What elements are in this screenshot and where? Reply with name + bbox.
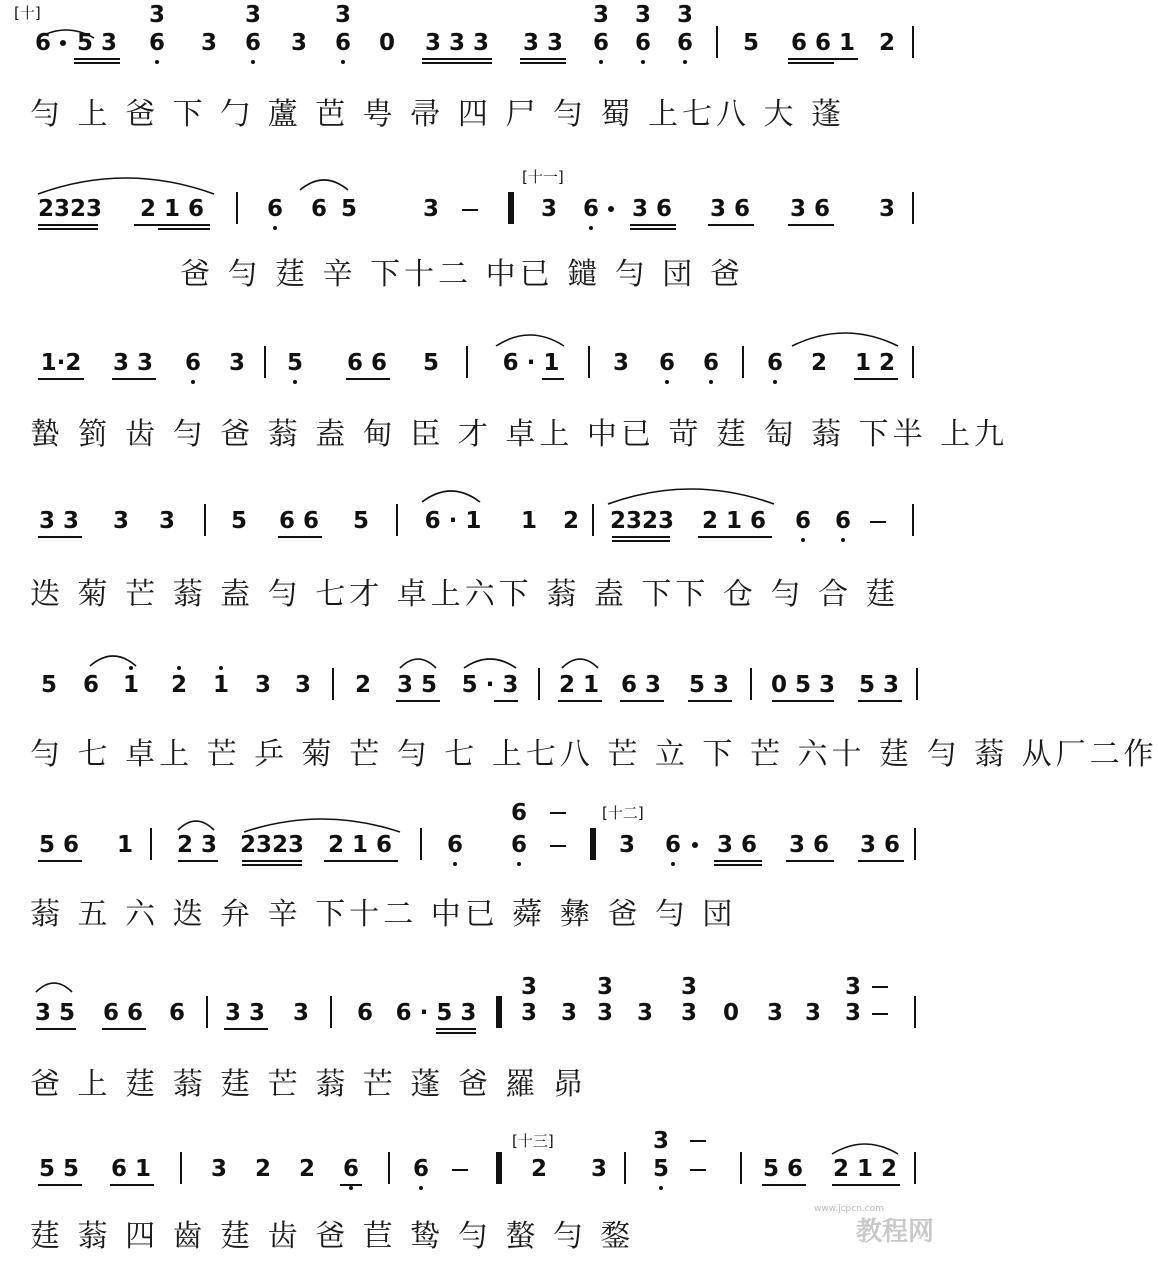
underline [38,224,98,226]
underline [520,62,566,64]
note: 3 [334,2,351,28]
note: 3 [680,974,697,1000]
jianzi-tablature: 蟄 箌 齿 勻 爸 蓊 盍 甸 臣 才 卓上 中已 苛 莛 匋 蓊 下半 上九 [30,417,1009,452]
underline [422,62,492,64]
note: 1 [118,672,144,698]
underline [278,536,322,538]
watermark-url: www.jcpcn.com [813,1204,884,1214]
extension-dash [872,1013,888,1015]
note: 5 3 [858,672,899,698]
augmentation-dot [692,842,698,848]
score-row-1 [0,0,944,160]
note: 2 [254,1156,271,1182]
underline [36,1028,76,1030]
barline [180,1152,182,1184]
note: 3 [290,30,307,56]
note: 3 [844,974,861,1000]
slur [398,654,438,670]
underline [788,62,834,64]
note: 5 6 [762,1156,803,1182]
barline [236,192,238,224]
note: 3 [612,350,629,376]
note: 2 [562,508,579,534]
slur [606,482,776,506]
note: 3 [292,1000,309,1026]
note: 6 [830,508,856,534]
underline [858,860,904,862]
note: 6 · 1 [424,508,482,534]
note: 3 3 [112,350,153,376]
barline [396,504,398,536]
underline [112,378,156,380]
underline [494,700,518,702]
underline [38,536,82,538]
note: 1 2 [854,350,895,376]
note: 0 5 3 [770,672,836,698]
note: 6 6 [102,1000,143,1026]
underline [242,864,302,866]
note: 3 [520,1000,537,1026]
underline [158,228,210,230]
extension-dash [690,1169,706,1171]
note: 2 1 [558,672,599,698]
barline [388,1152,390,1184]
note: 6 [310,196,327,222]
note: 5 [76,30,93,56]
note: 3 [766,1000,783,1026]
note: 1 [838,30,855,56]
barline [332,668,334,700]
note: 6 [510,800,527,826]
slur [462,654,518,670]
double-barline [508,192,514,224]
underline [612,536,670,538]
barline [330,996,332,1028]
slur [298,174,350,192]
underline [858,700,902,702]
note: 3 [424,30,441,56]
note: 6 6 [278,508,319,534]
note: 3 [540,196,557,222]
note: 2323 [38,196,103,222]
note: 2 1 6 [327,832,393,858]
note: 3 [148,2,165,28]
barline [912,346,914,378]
note: 6 [790,30,807,56]
note: 6 [240,30,266,56]
underline [38,1184,82,1186]
slur [790,326,900,348]
underline [620,700,664,702]
underline [630,228,676,230]
note: 3 6 [788,832,829,858]
slur [176,816,216,832]
underline [612,540,670,542]
extension-dash [870,521,886,523]
double-barline [590,828,596,860]
underline [788,224,834,226]
note: 0 [722,1000,739,1026]
note: 3 [804,1000,821,1026]
section-marker-11: [十一] [522,168,564,186]
note: 3 [448,30,465,56]
underline [74,62,120,64]
note: 1 [520,508,537,534]
barline [264,346,266,378]
note: 5 · 3 [461,672,519,698]
underline [102,1028,146,1030]
slur [420,484,482,504]
score-row-6 [0,800,944,960]
barline [624,1152,626,1184]
note: 2 [354,672,371,698]
note: 3 [596,1000,613,1026]
note: 2 [298,1156,315,1182]
underline [38,228,98,230]
barline [750,668,752,700]
note: 3 3 [224,1000,265,1026]
underline [324,860,398,862]
note: 2 [530,1156,547,1182]
jianzi-tablature: 勻 上 爸 下 勹 蘆 芭 甹 帚 四 尸 勻 蜀 上七八 大 蓬 [30,97,846,132]
augmentation-dot [608,206,614,212]
slur [34,978,74,994]
note: 3 6 [709,196,750,222]
note: 3 6 [789,196,830,222]
underline [714,860,762,862]
barline [716,26,718,58]
note: 3 [596,974,613,1000]
note: 6 [442,832,468,858]
note: 6 [630,30,656,56]
note: 5 [340,196,357,222]
note: 3 [680,1000,697,1026]
underline [832,1184,900,1186]
slur [830,1138,900,1156]
underline [698,536,772,538]
note: 6 [790,508,816,534]
note: 2 1 6 [701,508,767,534]
note: 6 [168,1000,185,1026]
score-row-4 [0,480,944,640]
jianzi-tablature: 爸 上 莛 蓊 莛 芒 蓊 芒 蓬 爸 羅 昴 [30,1067,587,1102]
note: 3 5 [34,1000,75,1026]
note: 6 [506,832,532,858]
underline [854,378,898,380]
note: 6 1 [110,1156,151,1182]
barline [466,346,468,378]
barline [204,504,206,536]
section-marker-13: [十三] [512,1132,554,1150]
underline [396,700,440,702]
note: 5 [648,1156,674,1182]
note: 3 [200,30,217,56]
underline [714,864,762,866]
note: 3 6 [859,832,900,858]
underline [762,1184,806,1186]
underline [708,224,754,226]
underline [436,1032,476,1034]
note: 6 [338,1156,364,1182]
note: 6 [144,30,170,56]
note: 3 5 [396,672,437,698]
double-barline [496,996,502,1028]
note: 5 [282,350,308,376]
underline [422,58,492,60]
note: 3 [472,30,489,56]
barline [912,504,914,536]
barline [206,996,208,1028]
jianzi-tablature: 蓊 五 六 迭 弁 辛 下十二 中已 蕣 彝 爸 勻 団 [30,897,737,932]
note: 5 [40,672,57,698]
note: 3 [228,350,245,376]
slur [560,654,600,670]
note: 1 [208,672,234,698]
note: 2323 [240,832,305,858]
barline [150,828,152,860]
note: 2 1 6 [139,196,205,222]
note: 6 [654,350,680,376]
barline [914,1152,916,1184]
barline [914,828,916,860]
note: 5 6 [38,832,79,858]
note: 2 [166,672,192,698]
underline [134,224,210,226]
note: 5 [422,350,439,376]
score-row-8 [0,1120,944,1280]
note: 6 [180,350,206,376]
note: 6 [356,1000,373,1026]
barline [538,668,540,700]
note: 3 [592,2,609,28]
barline [420,828,422,860]
underline [340,1184,362,1186]
barline [912,26,914,58]
barline [588,346,590,378]
extension-dash [550,845,566,847]
note: 6 [814,30,831,56]
extension-dash [452,1169,468,1171]
underline [110,1184,154,1186]
augmentation-dot [60,40,66,46]
underline [436,1028,476,1030]
note: 2 [810,350,827,376]
jianzi-tablature: 勻 七 卓上 芒 乒 菊 芒 勻 七 上七八 芒 立 下 芒 六十 莛 勻 蓊 从厂二作 [30,737,1158,772]
note: 0 [378,30,395,56]
score-row-5 [0,640,1158,800]
note: 6 6 [346,350,387,376]
note: 5 [230,508,247,534]
extension-dash [462,209,478,211]
note: 3 [294,672,311,698]
underline [224,1028,268,1030]
note: 3 [634,2,651,28]
underline [542,378,564,380]
note: 2 1 2 [832,1156,898,1182]
note: 5 5 [38,1156,79,1182]
underline [558,700,602,702]
barline [912,192,914,224]
extension-dash [872,986,888,988]
note: 6 [660,832,686,858]
section-marker-10: [十] [14,4,41,22]
note: 3 [112,508,129,534]
underline [688,700,732,702]
note: 3 [100,30,117,56]
jianzi-tablature: 爸 勻 莛 辛 下十二 中已 鑓 勻 団 爸 [180,257,744,292]
underline [74,58,120,60]
note: 6 · 5 3 [395,1000,477,1026]
note: 2 [878,30,895,56]
note: 6 [262,196,288,222]
note: 3 [878,196,895,222]
score-row-3 [0,320,1009,480]
note: 6 [34,30,51,56]
note: 5 [742,30,759,56]
note: 6 [698,350,724,376]
score-row-7 [0,960,944,1120]
note: 6 · 1 [502,350,560,376]
slur [36,170,216,196]
jianzi-tablature: 迭 菊 芒 蓊 盍 勻 七才 卓上六下 蓊 盍 下下 仓 勻 合 莛 [30,577,900,612]
note: 5 3 [688,672,729,698]
extension-dash [690,1140,706,1142]
barline [742,346,744,378]
note: 3 6 [631,196,672,222]
underline [178,860,218,862]
note: 3 [676,2,693,28]
note: 3 [422,196,439,222]
note: 3 [254,672,271,698]
note: 3 [560,1000,577,1026]
watermark-logo: 教程网 [855,1217,934,1247]
note: 3 [520,974,537,1000]
note: 3 [244,2,261,28]
note: 3 [618,832,635,858]
score-row-2 [0,160,944,320]
underline [520,58,566,60]
barline [916,668,918,700]
note: 3 [158,508,175,534]
note: 5 [352,508,369,534]
note: 6 [588,30,614,56]
note: 3 [844,1000,861,1026]
note: 3 [636,1000,653,1026]
note: 6 [330,30,356,56]
barline [914,996,916,1028]
note: 3 6 [716,832,757,858]
jianzi-tablature: 莛 蓊 四 齒 莛 齿 爸 苣 鸷 勻 螯 勻 鍪 [30,1219,635,1254]
underline [772,700,834,702]
note: 6 [82,672,99,698]
note: 2323 [610,508,675,534]
barline [740,1152,742,1184]
note: 6 [672,30,698,56]
slur [242,812,402,834]
underline [346,378,390,380]
note: 6 [578,196,604,222]
note: 1 [116,832,133,858]
underline [242,860,302,862]
note: 3 [590,1156,607,1182]
extension-dash [550,812,566,814]
note: 6 [762,350,788,376]
underline [630,224,676,226]
note: 3 [546,30,563,56]
underline [786,860,834,862]
note: 6 [408,1156,434,1182]
underline [38,860,82,862]
note: 3 [210,1156,227,1182]
note: 3 [652,1128,669,1154]
section-marker-12: [十二] [602,804,644,822]
note: 3 3 [38,508,79,534]
note: 6 3 [620,672,661,698]
underline [788,58,858,60]
note: 3 [522,30,539,56]
barline [592,504,594,536]
note: 1·2 [40,350,82,376]
note: 2 3 [176,832,217,858]
underline [38,378,84,380]
slur [494,328,566,348]
double-barline [496,1152,502,1184]
